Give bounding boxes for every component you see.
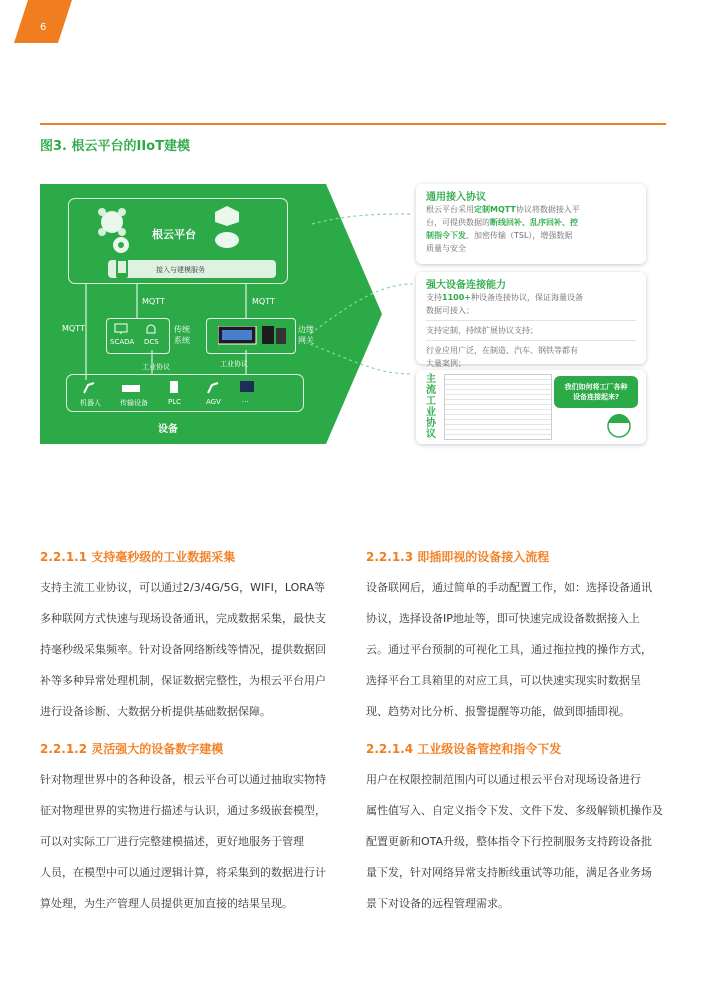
section-heading: 2.2.1.1 支持毫秒级的工业数据采集: [40, 550, 236, 564]
mqtt-label-mid: MQTT: [142, 297, 165, 306]
paragraph-line: 量下发，针对网络异常支持断线重试等功能，满足各业务场: [366, 866, 652, 879]
highlight-text: 断线回补、乱序回补、控: [490, 218, 578, 227]
paragraph-line: 算处理，为生产管理人员提供更加直接的结果呈现。: [40, 897, 293, 910]
card3-title-char: 业: [426, 407, 436, 418]
card3-title: [426, 374, 440, 440]
monitor-icon: [114, 323, 128, 335]
paragraph-line: 选择平台工具箱里的对应工具，可以快速实现实时数据呈: [366, 674, 641, 687]
figure-card1-lines-line: [426, 216, 636, 229]
figure-card1-lines-line: [426, 229, 636, 242]
body-text: 质量与安全: [426, 244, 466, 253]
paragraph-line: 配置更新和OTA升级，整体指令下行控制服务支持跨设备批: [366, 835, 653, 848]
card3-title-char: 协: [426, 418, 436, 429]
section-heading: 2.2.1.2 灵活强大的设备数字建模: [40, 742, 224, 756]
cube-icon: [212, 204, 242, 226]
card2-divider-1: [426, 320, 636, 321]
paragraph-line: 针对物理世界中的各种设备，根云平台可以通过抽取实物特: [40, 773, 326, 786]
paragraph-line: 多种联网方式快速与现场设备通讯，完成数据采集，最快支: [40, 612, 326, 625]
scada-label: SCADA: [110, 338, 135, 346]
iiot-diagram: [40, 184, 666, 444]
paragraph-line: 景下对设备的远程管理需求。: [366, 897, 509, 910]
dcs-label: DCS: [144, 338, 159, 346]
gateway-device-icon: [218, 326, 288, 346]
highlight-text: 1100+: [442, 293, 471, 302]
mqtt-label-right: MQTT: [252, 297, 275, 306]
bubble-line-1: 我们如何将工厂各种: [564, 383, 628, 391]
platform-label: 根云平台: [152, 228, 196, 241]
paragraph-line: 人员，在模型中可以通过逻辑计算，将采集到的数据进行计: [40, 866, 326, 879]
highlight-text: 定制MQTT: [474, 205, 516, 214]
body-text: 数据可接入；: [426, 306, 474, 315]
service-label: 接入与建模服务: [156, 266, 205, 274]
body-text: 、加密传输（TSL），增强数据: [466, 231, 573, 240]
paragraph-line: 协议，选择设备IP地址等，即可快速完成设备数据接入上: [366, 612, 640, 625]
card3-title-char: 主: [426, 374, 436, 385]
paragraph-line: 用户在权限控制范围内可以通过根云平台对现场设备进行: [366, 773, 641, 786]
device-icons: [82, 379, 272, 395]
card3-title-char: 流: [426, 385, 436, 396]
section-heading: 2.2.1.3 即插即视的设备接入流程: [366, 550, 550, 564]
mqtt-label-left: MQTT: [62, 324, 85, 333]
page-number: 6: [40, 22, 47, 33]
paragraph-line: 补等多种异常处理机制，保证数据完整性，为根云平台用户: [40, 674, 326, 687]
robot-cluster-icon: [94, 206, 130, 236]
gear-icon: [108, 234, 134, 256]
card-device-connection: [416, 272, 646, 368]
question-bubble: [554, 376, 638, 408]
card1-body: [426, 203, 636, 255]
card2-title: 强大设备连接能力: [426, 280, 506, 291]
body-text: 台，可提供数据的: [426, 218, 490, 227]
paragraph-line: 持毫秒级采集频率。针对设备网络断线等情况，提供数据回: [40, 643, 326, 656]
section-paragraph: [366, 572, 652, 727]
section-paragraph: [40, 764, 326, 919]
section-paragraph: [366, 764, 663, 919]
card2-industry-2: 大量案例；: [426, 359, 466, 368]
bubble-line-2: 设备连接起来?: [572, 393, 620, 401]
paragraph-line: 设备联网后，通过简单的手动配置工作，如：选择设备通讯: [366, 581, 652, 594]
section-paragraph: [40, 572, 326, 727]
paragraph-line: 支持主流工业协议，可以通过2/3/4G/5G，WIFI，LORA等: [40, 581, 325, 594]
alarm-icon: [144, 323, 158, 335]
paragraph-line: 属性值写入、自定义指令下发、文件下发、多级解锁机操作及: [366, 804, 663, 817]
protocol-table: [444, 374, 552, 440]
paragraph-line: 云。通过平台预制的可视化工具，通过拖拉拽的操作方式，: [366, 643, 652, 656]
card1-title: 通用接入协议: [426, 192, 486, 203]
figure-card1-lines-line: [426, 203, 636, 216]
figure-card2-p1-line: [426, 291, 636, 304]
device-more: ...: [242, 396, 249, 404]
card3-title-char: 工: [426, 396, 436, 407]
industrial-protocol-label-left: 工业协议: [142, 363, 170, 371]
body-text: 协议将数据接入平: [515, 205, 580, 214]
engineer-icon: [604, 410, 634, 440]
section-heading: 2.2.1.4 工业级设备管控和指令下发: [366, 742, 562, 756]
traditional-system-label-2: 系统: [174, 336, 190, 345]
body-text: 根云平台采用: [426, 205, 474, 214]
figure-card2-p1-line: [426, 304, 636, 317]
device-plc: PLC: [168, 398, 182, 406]
paragraph-line: 进行设备诊断、大数据分析提供基础数据保障。: [40, 705, 271, 718]
phone-icon: [114, 257, 130, 279]
card2-divider-2: [426, 340, 636, 341]
device-conveyor: 传输设备: [120, 399, 148, 407]
body-text: 支持: [426, 293, 442, 302]
card2-protocols: [426, 291, 636, 317]
device-agv: AGV: [206, 398, 221, 406]
highlight-text: 制指令下发: [426, 231, 466, 240]
device-robot: 机器人: [80, 399, 101, 407]
paragraph-line: 现、趋势对比分析、报警提醒等功能，做到即插即视。: [366, 705, 630, 718]
card2-industry-1: 行业应用广泛，在制造、汽车、钢铁等都有: [426, 346, 578, 355]
paragraph-line: 征对物理世界的实物进行描述与认识，通过多级嵌套模型，: [40, 804, 326, 817]
paragraph-line: 可以对实际工厂进行完整建模描述，更好地服务于管理: [40, 835, 304, 848]
header-rule: [40, 123, 666, 125]
devices-label: 设备: [158, 424, 178, 435]
edge-gateway-label-1: 边缘: [298, 325, 314, 334]
card3-title-char: 议: [426, 429, 436, 440]
card-general-protocol: [416, 184, 646, 264]
industrial-protocol-label-right: 工业协议: [220, 360, 248, 368]
figure-title: 图3. 根云平台的IIoT建模: [40, 139, 190, 154]
figure-card1-lines-line: [426, 242, 636, 255]
traditional-system-label-1: 传统: [174, 325, 190, 334]
card-mainstream-protocols: [416, 370, 646, 444]
card2-customization: 支持定制，持续扩展协议支持；: [426, 326, 538, 335]
edge-gateway-label-2: 网关: [298, 336, 314, 345]
cloud-icon: [212, 228, 242, 250]
body-text: 种设备连接协议，保证海量设备: [470, 293, 583, 302]
